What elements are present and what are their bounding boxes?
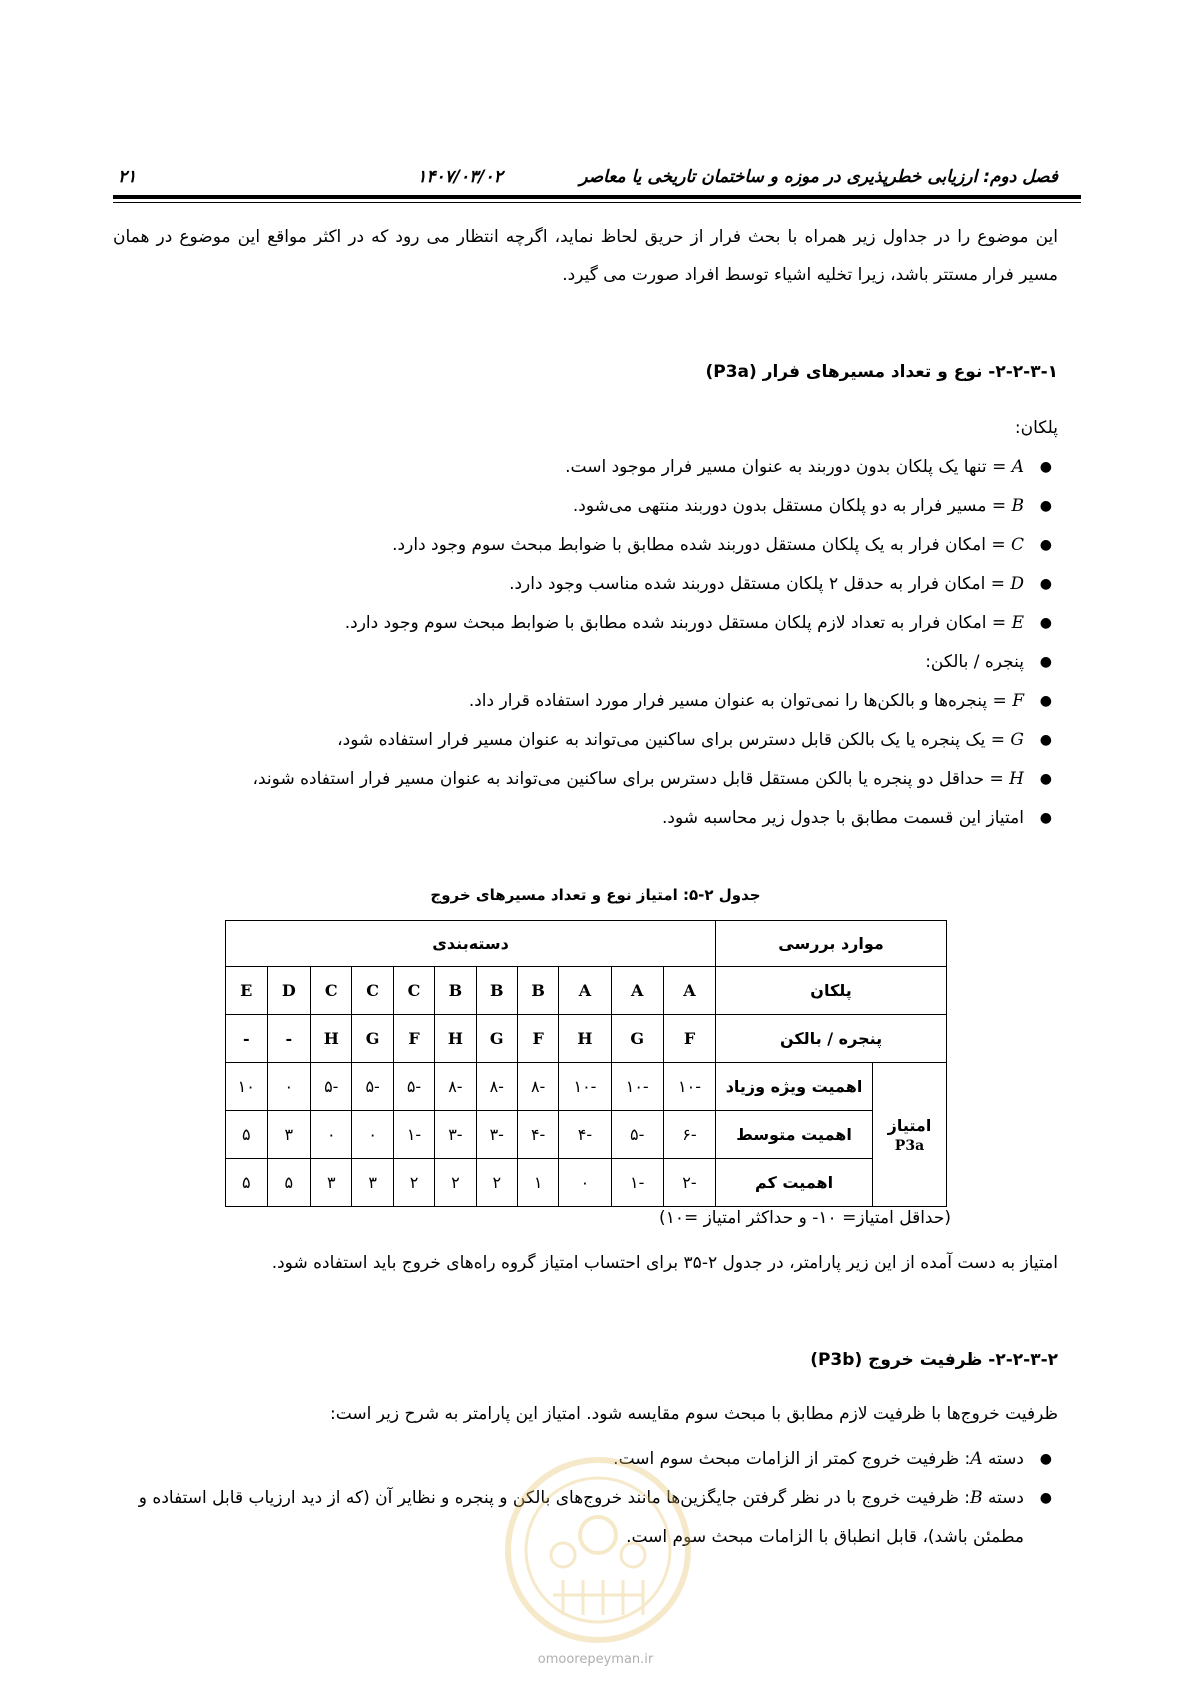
list-item bbox=[113, 721, 1058, 760]
score-cell: ۰ bbox=[352, 1111, 393, 1159]
stairs-label: پلکان: bbox=[1014, 418, 1058, 438]
bullet-icon: ● bbox=[1039, 498, 1052, 514]
after-table-paragraph: امتیاز به دست آمده از این زیر پارامتر، در جدول ۲-۳۵ برای احتساب امتیاز گروه راه‌های خروج باید استفاده شود. bbox=[271, 1253, 1058, 1273]
bullet-icon: ● bbox=[1039, 693, 1052, 709]
window-category-cell: F bbox=[517, 1015, 558, 1063]
page-number: ۲۱ bbox=[118, 167, 137, 187]
item-letter: B bbox=[970, 1488, 983, 1508]
score-cell: -۳ bbox=[476, 1111, 517, 1159]
list-item bbox=[113, 799, 1058, 838]
item-letter: B bbox=[1011, 496, 1024, 516]
stairs-category-cell: D bbox=[267, 967, 311, 1015]
score-cell: ۵ bbox=[226, 1159, 268, 1207]
score-cell: -۲ bbox=[663, 1159, 715, 1207]
stairs-category-cell: B bbox=[435, 967, 476, 1015]
header-rule-thick bbox=[113, 195, 1081, 199]
bullet-icon: ● bbox=[1039, 1451, 1052, 1467]
score-cell: -۱۰ bbox=[663, 1063, 715, 1111]
list-item bbox=[113, 604, 1058, 643]
stairs-category-cell: C bbox=[311, 967, 352, 1015]
score-cell: ۳ bbox=[267, 1111, 311, 1159]
bullet-icon: ● bbox=[1039, 1490, 1052, 1506]
score-cell: ۵ bbox=[226, 1111, 268, 1159]
score-cell: -۴ bbox=[559, 1111, 611, 1159]
score-cell: -۵ bbox=[311, 1063, 352, 1111]
bullet-icon: ● bbox=[1039, 576, 1052, 592]
score-cell: ۰ bbox=[559, 1159, 611, 1207]
stairs-category-cell: A bbox=[559, 967, 611, 1015]
table-caption: جدول ۲-۵: امتیاز نوع و تعداد مسیرهای خروج bbox=[430, 886, 761, 904]
row-label-windows: پنجره / بالکن bbox=[716, 1015, 947, 1063]
score-cell: -۳ bbox=[435, 1111, 476, 1159]
score-cell: ۲ bbox=[435, 1159, 476, 1207]
header-rule-thin bbox=[113, 202, 1081, 203]
watermark-seal-icon bbox=[503, 1455, 693, 1645]
running-header-title: فصل دوم: ارزیابی خطرپذیری در موزه و ساختمان تاریخی یا معاصر bbox=[579, 167, 1058, 187]
section-heading-p3b: ۲-۲-۳-۲- ظرفیت خروج (P3b) bbox=[810, 1350, 1058, 1370]
score-cell: -۶ bbox=[663, 1111, 715, 1159]
item-letter: H bbox=[1009, 769, 1024, 789]
window-category-cell: - bbox=[226, 1015, 268, 1063]
score-cell: ۰ bbox=[311, 1111, 352, 1159]
item-prefix: دسته bbox=[987, 1449, 1024, 1469]
item-text: = امکان فرار به تعداد لازم پلکان مستقل دوربند شده مطابق با ضوابط مبحث سوم وجود دارد. bbox=[344, 613, 1007, 633]
score-cell: -۱ bbox=[611, 1159, 663, 1207]
item-prefix: دسته bbox=[987, 1488, 1024, 1508]
score-cell: -۸ bbox=[476, 1063, 517, 1111]
score-cell: -۱۰ bbox=[559, 1063, 611, 1111]
score-cell: ۵ bbox=[267, 1159, 311, 1207]
stairs-category-cell: B bbox=[517, 967, 558, 1015]
list-item bbox=[113, 760, 1058, 799]
window-category-cell: H bbox=[435, 1015, 476, 1063]
score-label: امتیاز bbox=[887, 1115, 932, 1135]
score-table bbox=[225, 920, 947, 1207]
item-text: امتیاز این قسمت مطابق با جدول زیر محاسبه شود. bbox=[661, 808, 1024, 828]
window-category-cell: - bbox=[267, 1015, 311, 1063]
item-text: = حداقل دو پنجره یا بالکن مستقل قابل دسترس برای ساکنین می‌تواند به عنوان مسیر فرار استفاده شوند، bbox=[252, 769, 1004, 789]
item-text: = یک پنجره یا یک بالکن قابل دسترس برای ساکنین می‌تواند به عنوان مسیر فرار استفاده شود، bbox=[337, 730, 1005, 750]
item-text: = تنها یک پلکان بدون دوربند به عنوان مسیر فرار موجود است. bbox=[565, 457, 1007, 477]
window-category-cell: H bbox=[311, 1015, 352, 1063]
bullet-icon: ● bbox=[1039, 771, 1052, 787]
stairs-category-cell: A bbox=[611, 967, 663, 1015]
item-text: پنجره / بالکن: bbox=[925, 652, 1024, 672]
window-category-cell: F bbox=[663, 1015, 715, 1063]
list-item bbox=[113, 565, 1058, 604]
row-label-stairs: پلکان bbox=[716, 967, 947, 1015]
row-label-low: اهمیت کم bbox=[716, 1159, 873, 1207]
score-cell: ۲ bbox=[393, 1159, 434, 1207]
item-text: = امکان فرار به حدقل ۲ پلکان مستقل دوربند شده مناسب وجود دارد. bbox=[509, 574, 1005, 594]
table-header-items: موارد بررسی bbox=[716, 921, 947, 967]
section-heading-p3a: ۲-۲-۳-۱- نوع و تعداد مسیرهای فرار (P3a) bbox=[705, 362, 1058, 382]
list-item bbox=[113, 682, 1058, 721]
window-category-cell: G bbox=[476, 1015, 517, 1063]
bullet-icon: ● bbox=[1039, 459, 1052, 475]
list-item bbox=[113, 526, 1058, 565]
bullet-icon: ● bbox=[1039, 537, 1052, 553]
running-header-date: ۱۴۰۷/۰۳/۰۲ bbox=[417, 167, 503, 187]
item-letter: A bbox=[1011, 457, 1024, 477]
stairs-category-cell: E bbox=[226, 967, 268, 1015]
score-cell: ۳ bbox=[352, 1159, 393, 1207]
row-label-medium: اهمیت متوسط bbox=[716, 1111, 873, 1159]
stairs-category-cell: B bbox=[476, 967, 517, 1015]
stairs-category-cell: C bbox=[352, 967, 393, 1015]
window-category-cell: G bbox=[611, 1015, 663, 1063]
row-label-high: اهمیت ویژه وزیاد bbox=[716, 1063, 873, 1111]
item-text: = مسیر فرار به دو پلکان مستقل بدون دوربند منتهی می‌شود. bbox=[572, 496, 1007, 516]
bullet-icon: ● bbox=[1039, 732, 1052, 748]
score-sub: P3a bbox=[894, 1137, 925, 1154]
score-cell: -۱۰ bbox=[611, 1063, 663, 1111]
score-cell: -۵ bbox=[393, 1063, 434, 1111]
score-cell: ۲ bbox=[476, 1159, 517, 1207]
item-text: = امکان فرار به یک پلکان مستقل دوربند شده مطابق با ضوابط مبحث سوم وجود دارد. bbox=[392, 535, 1006, 555]
item-letter: C bbox=[1010, 535, 1024, 555]
score-cell: -۱ bbox=[393, 1111, 434, 1159]
score-cell: -۵ bbox=[352, 1063, 393, 1111]
bullet-icon: ● bbox=[1039, 810, 1052, 826]
item-letter: G bbox=[1010, 730, 1024, 750]
escape-route-list bbox=[113, 448, 1058, 838]
item-letter: F bbox=[1012, 691, 1024, 711]
list-item bbox=[113, 487, 1058, 526]
stairs-category-cell: A bbox=[663, 967, 715, 1015]
item-letter: E bbox=[1011, 613, 1024, 633]
item-letter: D bbox=[1010, 574, 1024, 594]
list-item bbox=[113, 643, 1058, 682]
score-cell: ۱۰ bbox=[226, 1063, 268, 1111]
bullet-icon: ● bbox=[1039, 615, 1052, 631]
item-text: = پنجره‌ها و بالکن‌ها را نمی‌توان به عنوان مسیر فرار مورد استفاده قرار داد. bbox=[468, 691, 1007, 711]
score-cell: ۱ bbox=[517, 1159, 558, 1207]
capacity-intro: ظرفیت خروج‌ها با ظرفیت لازم مطابق با مبحث سوم مقایسه شود. امتیاز این پارامتر به شرح زیر است: bbox=[329, 1404, 1058, 1424]
stairs-category-cell: C bbox=[393, 967, 434, 1015]
score-cell: ۰ bbox=[267, 1063, 311, 1111]
window-category-cell: G bbox=[352, 1015, 393, 1063]
item-letter: A bbox=[970, 1449, 983, 1469]
score-cell: -۴ bbox=[517, 1111, 558, 1159]
window-category-cell: H bbox=[559, 1015, 611, 1063]
list-item bbox=[113, 448, 1058, 487]
watermark-url: omoorepeyman.ir bbox=[537, 1652, 654, 1667]
score-cell: -۵ bbox=[611, 1111, 663, 1159]
table-note: (حداقل امتیاز= ۱۰- و حداکثر امتیاز =۱۰) bbox=[659, 1208, 951, 1228]
score-cell: -۸ bbox=[517, 1063, 558, 1111]
score-label-cell bbox=[872, 1063, 946, 1207]
bullet-icon: ● bbox=[1039, 654, 1052, 670]
intro-paragraph: این موضوع را در جداول زیر همراه با بحث فرار از حریق لحاظ نماید، اگرچه انتظار می رود که در اکثر مواقع این موضوع در همان مسیر فرار مستتر باشد، زیرا تخلیه اشیاء توسط افراد صورت می گیرد. bbox=[113, 227, 1058, 285]
item-text: : ظرفیت خروج کمتر از الزامات مبحث سوم است. bbox=[613, 1449, 971, 1469]
score-cell: ۳ bbox=[311, 1159, 352, 1207]
item-text: : ظرفیت خروج با در نظر گرفتن جایگزین‌ها مانند خروج‌های بالکن و پنجره و نظایر آن (که از دید ارزیاب قابل استفاده و مطمئن باشد)، قابل انطباق با الزامات مبحث سوم است. bbox=[138, 1488, 1024, 1547]
table-header-category: دسته‌بندی bbox=[226, 921, 716, 967]
window-category-cell: F bbox=[393, 1015, 434, 1063]
score-cell: -۸ bbox=[435, 1063, 476, 1111]
